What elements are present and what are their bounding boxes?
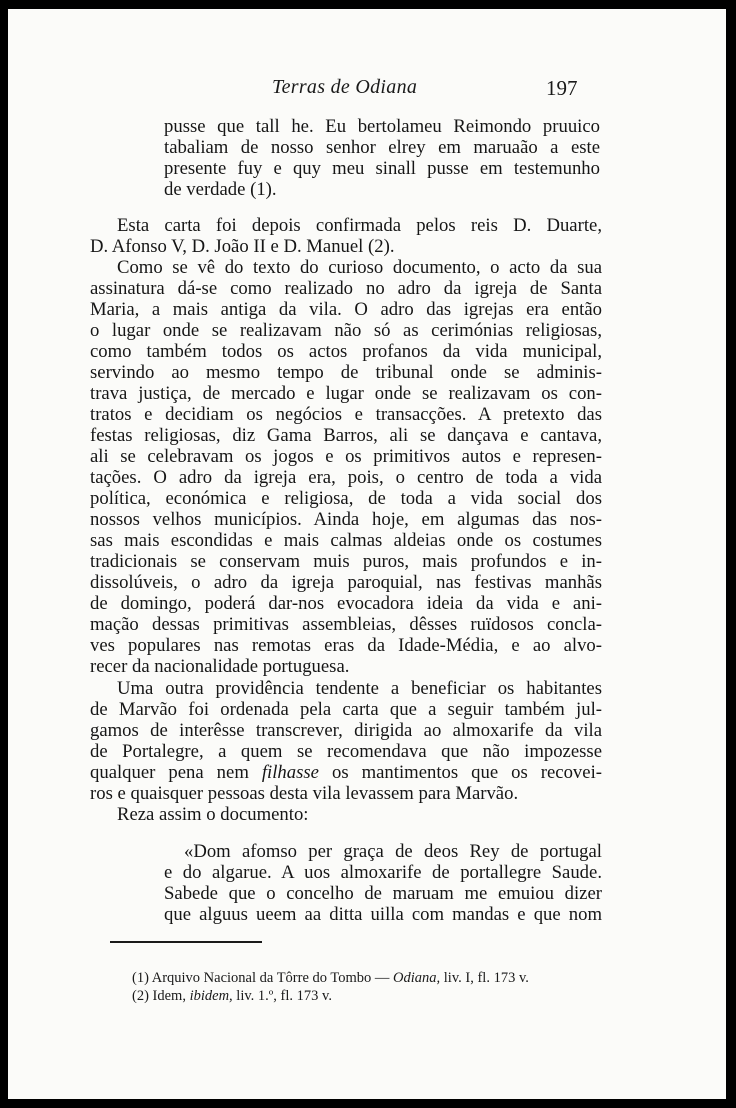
- paragraph-line: Como se vê do texto do curioso documento, o acto da sua: [117, 257, 602, 278]
- paragraph-line: festas religiosas, diz Gama Barros, ali se dançava e cantava,: [90, 425, 602, 446]
- quote-bottom-line: «Dom afomso per graça de deos Rey de portugal: [184, 841, 602, 862]
- footnote-rule: [110, 941, 262, 943]
- paragraph-line: tradicionais se conservam muis puros, mais profundos e in-: [90, 551, 602, 572]
- paragraph-line: ros e quaisquer pessoas desta vila levassem para Marvão.: [90, 783, 519, 804]
- text-run: liv. I, fl. 173 v.: [440, 970, 529, 986]
- quote-top-line: presente fuy e quy meu sinall pusse em testemunho: [164, 158, 600, 179]
- paragraph-line: assinatura dá-se como realizado no adro da igreja de Santa: [90, 278, 602, 299]
- running-header: [8, 76, 726, 106]
- paragraph-line: tratos e decidiam os negócios e transacções. A pretexto das: [90, 404, 602, 425]
- quote-bottom-line: e do algarue. A uos almoxarife de portallegre Saude.: [164, 862, 602, 883]
- quote-top-line: de verdade (1).: [164, 179, 277, 200]
- paragraph-line: de Portalegre, a quem se recomendava que não impozesse: [90, 741, 602, 762]
- paragraph-line: mação dessas primitivas assembleias, dêsses ruïdosos concla-: [90, 614, 602, 635]
- paragraph-line: o lugar onde se realizavam não só as cerimónias religiosas,: [90, 320, 602, 341]
- paragraph-line: de domingo, poderá dar-nos evocadora ideia da vida e ani-: [90, 593, 602, 614]
- italic-term: ibidem,: [189, 988, 233, 1004]
- page-number: 197: [546, 76, 578, 100]
- paragraph-line: [90, 762, 602, 783]
- text-run: liv. 1.º, fl. 173 v.: [232, 988, 332, 1004]
- paragraph-line: de Marvão foi ordenada pela carta que a seguir também jul-: [90, 699, 602, 720]
- text-run: qualquer pena nem: [90, 762, 262, 783]
- paragraph-line: D. Afonso V, D. João II e D. Manuel (2).: [90, 236, 395, 257]
- footnote-2: [132, 988, 332, 1005]
- paragraph-line: nossos velhos municípios. Ainda hoje, em algumas das nos-: [90, 509, 602, 530]
- paragraph-line: Uma outra providência tendente a beneficiar os habitantes: [117, 678, 602, 699]
- paragraph-line: Maria, a mais antiga da vila. O adro das igrejas era então: [90, 299, 602, 320]
- paragraph-line: política, económica e religiosa, de toda a vida social dos: [90, 488, 602, 509]
- paragraph-line: tações. O adro da igreja era, pois, o centro de toda a vida: [90, 467, 602, 488]
- text-run: os mantimentos que os recovei-: [318, 762, 602, 783]
- paragraph-line: ali se celebravam os jogos e os primitivos autos e represen-: [90, 446, 602, 467]
- paragraph-line: Esta carta foi depois confirmada pelos reis D. Duarte,: [117, 215, 602, 236]
- paragraph-line: sas mais escondidas e mais calmas aldeias onde os costumes: [90, 530, 602, 551]
- paragraph-line: como também todos os actos profanos da vida municipal,: [90, 341, 602, 362]
- paragraph-line: dissolúveis, o adro da igreja paroquial, nas festivas manhãs: [90, 572, 602, 593]
- footnote-1: [132, 970, 529, 987]
- quote-top-line: tabaliam de nosso senhor elrey em maruaão a este: [164, 137, 600, 158]
- text-run: (2) Idem,: [132, 988, 190, 1004]
- italic-term: Odiana,: [393, 970, 441, 986]
- paragraph-line: servindo ao mesmo tempo de tribunal onde se adminis-: [90, 362, 602, 383]
- italic-term: filhasse: [261, 762, 319, 783]
- paragraph-line: gamos de interêsse transcrever, dirigida ao almoxarife da vila: [90, 720, 602, 741]
- paragraph-line: trava justiça, de mercado e lugar onde se realizavam os con-: [90, 383, 602, 404]
- quote-bottom-line: que alguus ueem aa ditta uilla com mandas e que nom: [164, 904, 602, 925]
- paragraph-line: recer da nacionalidade portuguesa.: [90, 656, 350, 677]
- quote-top-line: pusse que tall he. Eu bertolameu Reimondo pruuico: [164, 116, 600, 137]
- text-run: (1) Arquivo Nacional da Tôrre do Tombo —: [132, 970, 394, 986]
- paragraph-line: ves populares nas remotas eras da Idade-Média, e ao alvo-: [90, 635, 602, 656]
- quote-bottom-line: Sabede que o concelho de maruam me emuiou dizer: [164, 883, 602, 904]
- running-title: Terras de Odiana: [272, 76, 418, 98]
- paragraph-intro-document: Reza assim o documento:: [117, 804, 309, 825]
- document-page: [8, 9, 726, 1099]
